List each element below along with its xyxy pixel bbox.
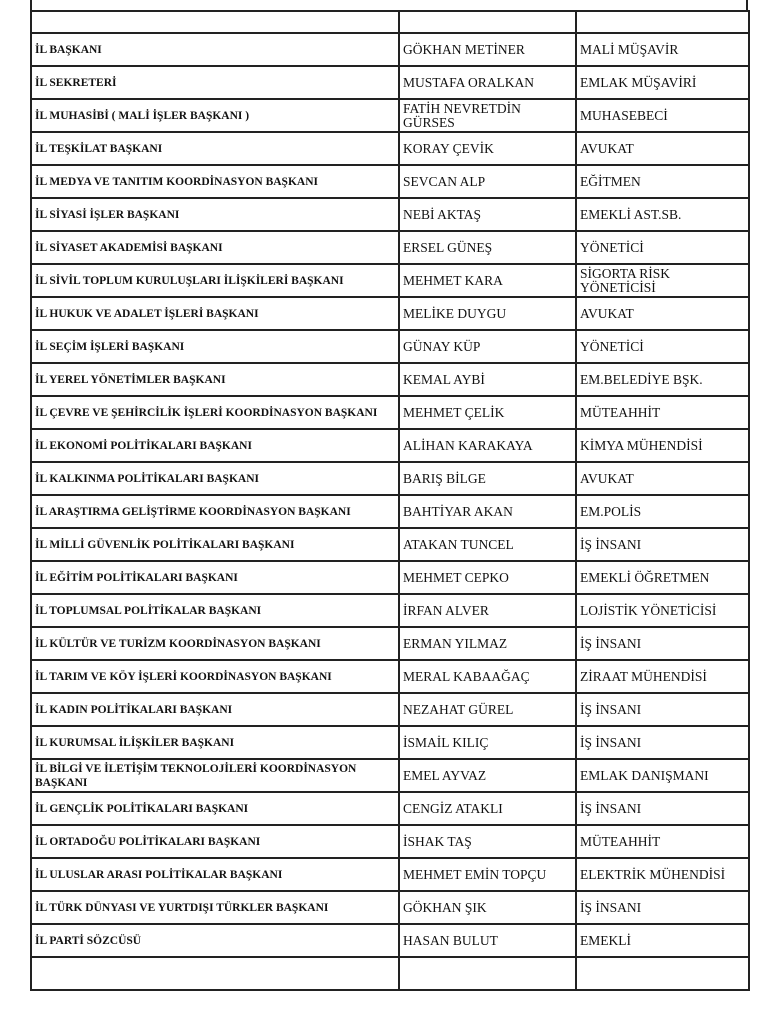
name-cell: İSMAİL KILIÇ bbox=[399, 726, 576, 759]
role-cell: İL KURUMSAL İLİŞKİLER BAŞKANI bbox=[31, 726, 399, 759]
role-cell: İL TARIM VE KÖY İŞLERİ KOORDİNASYON BAŞKANI bbox=[31, 660, 399, 693]
name-cell: NEZAHAT GÜREL bbox=[399, 693, 576, 726]
profession-cell: EMLAK DANIŞMANI bbox=[576, 759, 749, 792]
table-row bbox=[31, 33, 749, 66]
table-row bbox=[31, 429, 749, 462]
table-row bbox=[31, 132, 749, 165]
name-cell: SEVCAN ALP bbox=[399, 165, 576, 198]
table-row bbox=[31, 759, 749, 792]
profession-cell: EMEKLİ bbox=[576, 924, 749, 957]
role-cell: İL SİYASET AKADEMİSİ BAŞKANI bbox=[31, 231, 399, 264]
blank-cell bbox=[399, 11, 576, 33]
name-cell: MEHMET ÇELİK bbox=[399, 396, 576, 429]
name-cell: ALİHAN KARAKAYA bbox=[399, 429, 576, 462]
profession-cell: EMEKLİ ÖĞRETMEN bbox=[576, 561, 749, 594]
profession-cell: SİGORTA RİSK YÖNETİCİSİ bbox=[576, 264, 749, 297]
blank-cell bbox=[399, 957, 576, 990]
name-cell: ATAKAN TUNCEL bbox=[399, 528, 576, 561]
role-cell: İL KALKINMA POLİTİKALARI BAŞKANI bbox=[31, 462, 399, 495]
table-row bbox=[31, 495, 749, 528]
profession-cell: EM.POLİS bbox=[576, 495, 749, 528]
table-row bbox=[31, 627, 749, 660]
role-cell: İL TEŞKİLAT BAŞKANI bbox=[31, 132, 399, 165]
profession-cell: KİMYA MÜHENDİSİ bbox=[576, 429, 749, 462]
role-cell: İL ULUSLAR ARASI POLİTİKALAR BAŞKANI bbox=[31, 858, 399, 891]
profession-cell: YÖNETİCİ bbox=[576, 330, 749, 363]
name-cell: ERSEL GÜNEŞ bbox=[399, 231, 576, 264]
profession-cell: İŞ İNSANI bbox=[576, 792, 749, 825]
profession-cell: AVUKAT bbox=[576, 297, 749, 330]
profession-cell: İŞ İNSANI bbox=[576, 627, 749, 660]
table-row bbox=[31, 363, 749, 396]
profession-cell: İŞ İNSANI bbox=[576, 693, 749, 726]
profession-cell: İŞ İNSANI bbox=[576, 726, 749, 759]
role-cell: İL HUKUK VE ADALET İŞLERİ BAŞKANI bbox=[31, 297, 399, 330]
name-cell: MEHMET CEPKO bbox=[399, 561, 576, 594]
name-cell: MEHMET EMİN TOPÇU bbox=[399, 858, 576, 891]
role-cell: İL MİLLİ GÜVENLİK POLİTİKALARI BAŞKANI bbox=[31, 528, 399, 561]
name-cell: KORAY ÇEVİK bbox=[399, 132, 576, 165]
profession-cell: İŞ İNSANI bbox=[576, 528, 749, 561]
name-cell: ERMAN YILMAZ bbox=[399, 627, 576, 660]
role-cell: İL EKONOMİ POLİTİKALARI BAŞKANI bbox=[31, 429, 399, 462]
table-body bbox=[31, 11, 749, 990]
blank-cell bbox=[576, 11, 749, 33]
profession-cell: YÖNETİCİ bbox=[576, 231, 749, 264]
blank-cell bbox=[576, 957, 749, 990]
name-cell: GÖKHAN METİNER bbox=[399, 33, 576, 66]
profession-cell: İŞ İNSANI bbox=[576, 891, 749, 924]
role-cell: İL PARTİ SÖZCÜSÜ bbox=[31, 924, 399, 957]
table-row bbox=[31, 561, 749, 594]
table-row bbox=[31, 231, 749, 264]
name-cell: EMEL AYVAZ bbox=[399, 759, 576, 792]
table-row bbox=[31, 330, 749, 363]
table-row bbox=[31, 462, 749, 495]
profession-cell: EĞİTMEN bbox=[576, 165, 749, 198]
name-cell: HASAN BULUT bbox=[399, 924, 576, 957]
role-cell: İL TÜRK DÜNYASI VE YURTDIŞI TÜRKLER BAŞKANI bbox=[31, 891, 399, 924]
table-blank-row bbox=[31, 11, 749, 33]
profession-cell: ELEKTRİK MÜHENDİSİ bbox=[576, 858, 749, 891]
board-members-table bbox=[30, 10, 750, 991]
table-row bbox=[31, 198, 749, 231]
name-cell: BAHTİYAR AKAN bbox=[399, 495, 576, 528]
role-cell: İL EĞİTİM POLİTİKALARI BAŞKANI bbox=[31, 561, 399, 594]
role-cell: İL KADIN POLİTİKALARI BAŞKANI bbox=[31, 693, 399, 726]
profession-cell: MÜTEAHHİT bbox=[576, 825, 749, 858]
role-cell: İL ÇEVRE VE ŞEHİRCİLİK İŞLERİ KOORDİNASYON BAŞKANI bbox=[31, 396, 399, 429]
table-row bbox=[31, 99, 749, 132]
name-cell: GÜNAY KÜP bbox=[399, 330, 576, 363]
table-row bbox=[31, 396, 749, 429]
table-row bbox=[31, 924, 749, 957]
table-row bbox=[31, 528, 749, 561]
blank-cell bbox=[31, 11, 399, 33]
table-row bbox=[31, 693, 749, 726]
name-cell: KEMAL AYBİ bbox=[399, 363, 576, 396]
profession-cell: AVUKAT bbox=[576, 132, 749, 165]
name-cell: MUSTAFA ORALKAN bbox=[399, 66, 576, 99]
table-row bbox=[31, 858, 749, 891]
table-row bbox=[31, 825, 749, 858]
role-cell: İL BİLGİ VE İLETİŞİM TEKNOLOJİLERİ KOORDİNASYON BAŞKANI bbox=[31, 759, 399, 792]
role-cell: İL KÜLTÜR VE TURİZM KOORDİNASYON BAŞKANI bbox=[31, 627, 399, 660]
profession-cell: MÜTEAHHİT bbox=[576, 396, 749, 429]
profession-cell: EMEKLİ AST.SB. bbox=[576, 198, 749, 231]
table-row bbox=[31, 66, 749, 99]
document-sheet bbox=[30, 0, 748, 991]
table-row bbox=[31, 165, 749, 198]
role-cell: İL MUHASİBİ ( MALİ İŞLER BAŞKANI ) bbox=[31, 99, 399, 132]
table-row bbox=[31, 264, 749, 297]
table-row bbox=[31, 792, 749, 825]
profession-cell: MUHASEBECİ bbox=[576, 99, 749, 132]
role-cell: İL TOPLUMSAL POLİTİKALAR BAŞKANI bbox=[31, 594, 399, 627]
role-cell: İL MEDYA VE TANITIM KOORDİNASYON BAŞKANI bbox=[31, 165, 399, 198]
document-title-strip bbox=[30, 0, 748, 10]
table-blank-row bbox=[31, 957, 749, 990]
role-cell: İL YEREL YÖNETİMLER BAŞKANI bbox=[31, 363, 399, 396]
role-cell: İL ARAŞTIRMA GELİŞTİRME KOORDİNASYON BAŞKANI bbox=[31, 495, 399, 528]
table-row bbox=[31, 891, 749, 924]
name-cell: İSHAK TAŞ bbox=[399, 825, 576, 858]
table-row bbox=[31, 660, 749, 693]
profession-cell: MALİ MÜŞAVİR bbox=[576, 33, 749, 66]
table-row bbox=[31, 726, 749, 759]
name-cell: GÖKHAN ŞIK bbox=[399, 891, 576, 924]
profession-cell: AVUKAT bbox=[576, 462, 749, 495]
profession-cell: EMLAK MÜŞAVİRİ bbox=[576, 66, 749, 99]
profession-cell: EM.BELEDİYE BŞK. bbox=[576, 363, 749, 396]
name-cell: BARIŞ BİLGE bbox=[399, 462, 576, 495]
table-row bbox=[31, 594, 749, 627]
profession-cell: ZİRAAT MÜHENDİSİ bbox=[576, 660, 749, 693]
name-cell: MERAL KABAAĞAÇ bbox=[399, 660, 576, 693]
name-cell: İRFAN ALVER bbox=[399, 594, 576, 627]
table-row bbox=[31, 297, 749, 330]
role-cell: İL GENÇLİK POLİTİKALARI BAŞKANI bbox=[31, 792, 399, 825]
name-cell: MEHMET KARA bbox=[399, 264, 576, 297]
name-cell: MELİKE DUYGU bbox=[399, 297, 576, 330]
role-cell: İL ORTADOĞU POLİTİKALARI BAŞKANI bbox=[31, 825, 399, 858]
blank-cell bbox=[31, 957, 399, 990]
name-cell: NEBİ AKTAŞ bbox=[399, 198, 576, 231]
name-cell: FATİH NEVRETDİN GÜRSES bbox=[399, 99, 576, 132]
role-cell: İL BAŞKANI bbox=[31, 33, 399, 66]
role-cell: İL SİVİL TOPLUM KURULUŞLARI İLİŞKİLERİ BAŞKANI bbox=[31, 264, 399, 297]
role-cell: İL SEÇİM İŞLERİ BAŞKANI bbox=[31, 330, 399, 363]
profession-cell: LOJİSTİK YÖNETİCİSİ bbox=[576, 594, 749, 627]
role-cell: İL SİYASİ İŞLER BAŞKANI bbox=[31, 198, 399, 231]
role-cell: İL SEKRETERİ bbox=[31, 66, 399, 99]
name-cell: CENGİZ ATAKLI bbox=[399, 792, 576, 825]
